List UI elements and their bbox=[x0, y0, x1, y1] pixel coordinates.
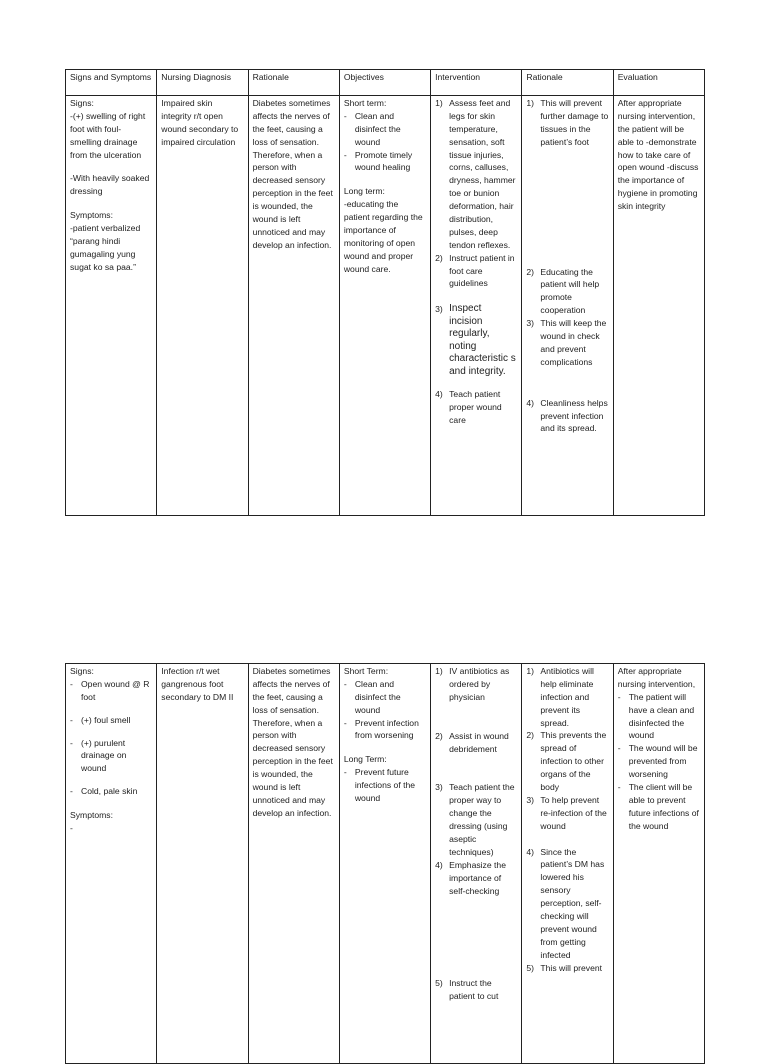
header-evaluation: Evaluation bbox=[613, 70, 704, 96]
objectives-cell bbox=[339, 664, 430, 1064]
list-item: - Prevent future infections of the wound bbox=[343, 767, 416, 804]
care-plan-table-2 bbox=[65, 663, 705, 1064]
list-item: - The patient will have a clean and disinfected the wound bbox=[617, 691, 695, 741]
long-term-list bbox=[344, 766, 426, 805]
intervention-cell bbox=[431, 664, 522, 1064]
evaluation-list bbox=[618, 691, 700, 833]
list-item: 2) This prevents the spread of infection to other organs of the body bbox=[526, 730, 607, 793]
evaluation-text: After appropriate nursing intervention, the patient will be able to -demonstrate how to take care of open wound -discuss the importance of hygiene in promoting skin integrity bbox=[617, 98, 699, 212]
evaluation-cell bbox=[613, 664, 704, 1064]
header-nursing-diagnosis: Nursing Diagnosis bbox=[157, 70, 248, 96]
objectives-cell bbox=[339, 96, 430, 516]
list-item: 1) Assess feet and legs for skin temperature, sensation, soft tissue injuries, corns, calluses, dryness, hammer toe or bunion deformation, hair distribution, pulses, deep tendon reflexes. bbox=[435, 98, 516, 250]
list-item: 2) Instruct patient in foot care guidelines bbox=[435, 252, 515, 289]
list-item: 1) IV antibiotics as ordered by physician bbox=[435, 666, 510, 702]
signs-list bbox=[70, 678, 152, 798]
signs-label: Signs: bbox=[70, 98, 94, 108]
rationale-cell bbox=[248, 664, 339, 1064]
list-item: - Cold, pale skin bbox=[70, 786, 138, 797]
long-term-label: Long term: bbox=[343, 186, 385, 197]
list-item: 3) This will keep the wound in check and prevent complications bbox=[526, 318, 607, 367]
table-row bbox=[66, 664, 705, 1064]
list-item: 5) This will prevent bbox=[526, 962, 603, 973]
evaluation-cell bbox=[613, 96, 704, 516]
nursing-diagnosis-cell bbox=[157, 664, 248, 1064]
list-item: 3) Inspect incision regularly, noting characteristic s and integrity. bbox=[435, 303, 516, 377]
list-item: 5) Instruct the patient to cut bbox=[435, 978, 499, 1002]
signs-label: Signs: bbox=[70, 666, 94, 676]
list-item: 3) To help prevent re-infection of the wound bbox=[526, 794, 607, 831]
signs-text-2: -With heavily soaked dressing bbox=[70, 173, 150, 197]
table-header-row bbox=[66, 70, 705, 96]
long-term-label: Long Term: bbox=[343, 754, 387, 765]
list-item: 1) This will prevent further damage to tissues in the patient’s foot bbox=[526, 98, 609, 147]
list-item: - Open wound @ R foot bbox=[70, 678, 150, 702]
list-item: - Prevent infection from worsening bbox=[343, 717, 419, 741]
list-item: 2) Educating the patient will help promote cooperation bbox=[526, 266, 600, 316]
list-item: - The wound will be prevented from worsening bbox=[617, 743, 698, 780]
symptoms-text: -patient verbalized “parang hindi gumagaling yung sugat ko sa paa.” bbox=[70, 223, 141, 272]
intervention-list bbox=[435, 665, 517, 1003]
table-row bbox=[66, 96, 705, 516]
intervention-list bbox=[435, 97, 517, 427]
intervention-cell bbox=[431, 96, 522, 516]
rationale-2-cell bbox=[522, 96, 613, 516]
rationale-2-cell bbox=[522, 664, 613, 1064]
evaluation-intro: After appropriate nursing intervention, bbox=[617, 666, 696, 689]
list-item: 4) Teach patient proper wound care bbox=[435, 389, 502, 426]
symptoms-label: Symptoms: bbox=[70, 810, 113, 821]
list-item: 4) Cleanliness helps prevent infection and its spread. bbox=[526, 397, 608, 434]
care-plan-table-1 bbox=[65, 69, 705, 516]
list-item: 1) Antibiotics will help eliminate infection and prevent its spread. bbox=[526, 666, 594, 728]
list-item: 3) Teach patient the proper way to change the dressing (using aseptic techniques) bbox=[435, 782, 515, 857]
rationale-list bbox=[526, 97, 608, 435]
list-item: 4) Since the patient’s DM has lowered his sensory perception, self-checking will prevent wound from getting infected bbox=[526, 846, 605, 960]
list-item: - (+) purulent drainage on wound bbox=[70, 737, 127, 774]
list-item: - (+) foul smell bbox=[70, 714, 131, 725]
short-term-list bbox=[344, 678, 426, 742]
short-term-label: Short Term: bbox=[343, 666, 389, 676]
header-objectives: Objectives bbox=[339, 70, 430, 96]
header-rationale-2: Rationale bbox=[522, 70, 613, 96]
rationale-list bbox=[526, 665, 608, 974]
rationale-text: Diabetes sometimes affects the nerves of the feet, causing a loss of sensation. Therefore, when a person with decreased sensory perception in the feet is wounded, the wound is left unnoticed and may develop an infection. bbox=[252, 98, 333, 250]
signs-symptoms-cell bbox=[66, 664, 157, 1064]
list-item: - The client will be able to prevent future infections of the wound bbox=[617, 782, 699, 831]
list-item: - Promote timely wound healing bbox=[343, 149, 413, 173]
short-term-label: Short term: bbox=[343, 98, 387, 108]
short-term-list bbox=[344, 110, 426, 174]
nursing-diagnosis-cell bbox=[157, 96, 248, 516]
header-rationale: Rationale bbox=[248, 70, 339, 96]
header-signs-symptoms: Signs and Symptoms bbox=[66, 70, 157, 96]
signs-symptoms-cell bbox=[66, 96, 157, 516]
list-item: 2) Assist in wound debridement bbox=[435, 730, 509, 754]
list-item: 4) Emphasize the importance of self-checking bbox=[435, 859, 506, 896]
diagnosis-text: Infection r/t wet gangrenous foot secondary to DM II bbox=[161, 666, 234, 702]
symptoms-label: Symptoms: bbox=[70, 210, 113, 221]
diagnosis-text: Impaired skin integrity r/t open wound secondary to impaired circulation bbox=[161, 98, 239, 147]
list-item: - Clean and disinfect the wound bbox=[343, 678, 401, 715]
list-item: - Clean and disinfect the wound bbox=[343, 110, 401, 147]
header-intervention: Intervention bbox=[431, 70, 522, 96]
rationale-cell bbox=[248, 96, 339, 516]
rationale-text: Diabetes sometimes affects the nerves of the feet, causing a loss of sensation. Therefore, when a person with decreased sensory perception in the feet is wounded, the wound is left unnoticed and may develop an infection. bbox=[252, 666, 333, 818]
long-term-text: -educating the patient regarding the importance of monitoring of open wound and proper wound care. bbox=[343, 199, 423, 274]
symptoms-text: - bbox=[70, 823, 73, 834]
signs-text: -(+) swelling of right foot with foul-smelling drainage from the ulceration bbox=[70, 110, 146, 160]
